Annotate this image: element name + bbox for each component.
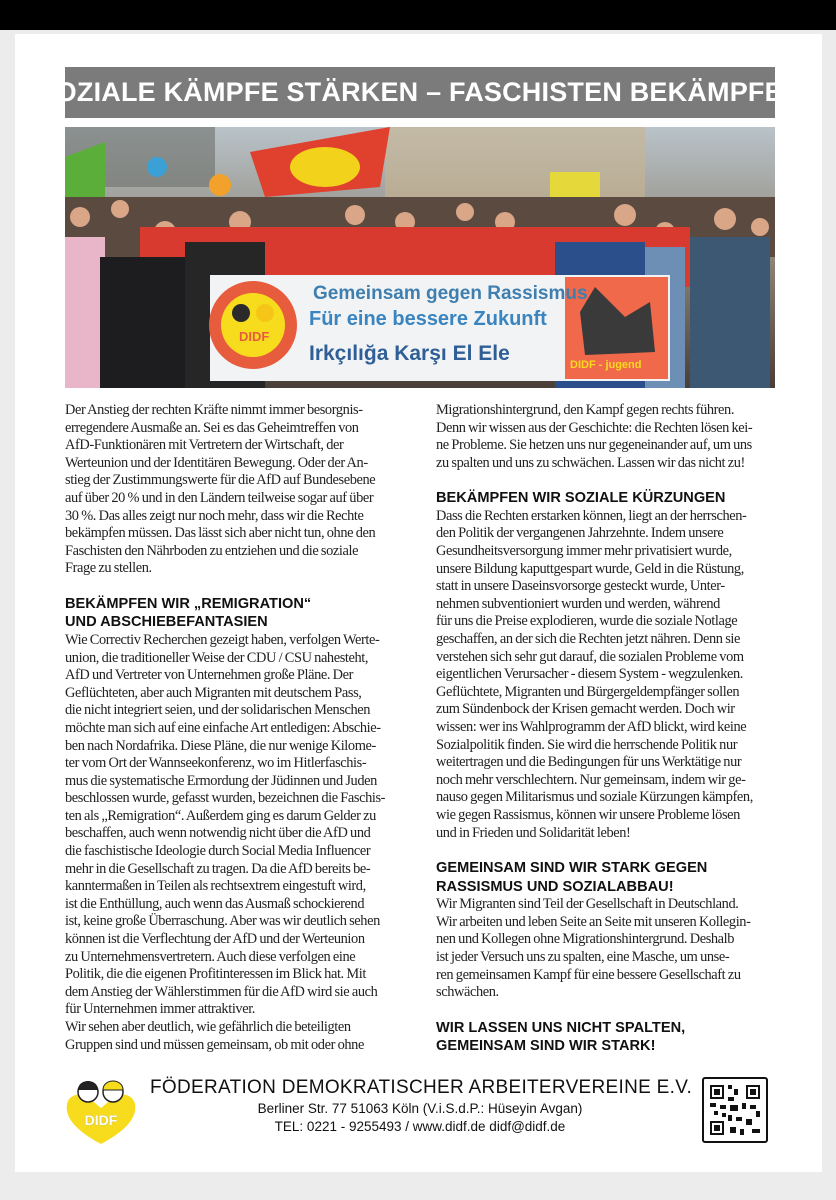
text-line: weitertragen und die Bedingungen für uns Werktätige nur xyxy=(436,754,742,771)
text-line: Der Anstieg der rechten Kräfte nimmt immer besorgnis- xyxy=(65,402,363,418)
didf-logo xyxy=(63,1074,139,1146)
text-line: AfD-Funktionären mit Vertretern der Wirtschaft, der xyxy=(65,437,344,454)
text-line: AfD und Vertreter von Unternehmen große Pläne. Der xyxy=(65,667,354,684)
remigration-paragraph xyxy=(65,632,415,1054)
organization-name: FÖDERATION DEMOKRATISCHER ARBEITERVEREINE E.V. xyxy=(150,1077,693,1098)
text-line: Geflüchtete, Migranten und Bürgergeldempfänger sollen xyxy=(436,683,740,700)
heading-line: GEMEINSAM SIND WIR STARK! xyxy=(436,1038,656,1055)
intro-paragraph xyxy=(65,402,415,578)
text-line: für Unternehmen immer attraktiver. xyxy=(65,1001,255,1018)
text-line: beschaffen, auch wenn notwendig nicht über die AfD und xyxy=(65,825,371,842)
text-line: zum Sündenbock der Krisen gemacht werden. Doch wir xyxy=(436,701,735,718)
text-line: erregendere Ausmaße an. Sei es das Geheimtreffen von xyxy=(65,419,359,436)
text-line: ten als „Remigration“. Außerdem ging es darum Gelder zu xyxy=(65,807,376,824)
gemeinsam-paragraph xyxy=(436,896,796,1002)
text-line: die faschistische Ideologie durch Social Media Influencer xyxy=(65,843,371,860)
status-bar xyxy=(0,0,836,30)
text-line: unsere Bildung kaputtgespart wurde, Geld in die Rüstung, xyxy=(436,560,744,577)
right-column xyxy=(436,402,796,1056)
text-line: die nicht integriert seien, und der solidarischen Menschen xyxy=(65,702,371,719)
text-line: schwächen. xyxy=(436,984,499,1001)
text-line: auf über 20 % und in den Ländern teilweise sogar auf über xyxy=(65,489,374,506)
closing-slogan xyxy=(436,1019,796,1056)
kuerzungen-paragraph xyxy=(436,508,796,842)
section-heading-gemeinsam xyxy=(436,859,796,896)
text-line: nen und Kollegen ohne Migrationshintergrund. Deshalb xyxy=(436,931,735,948)
text-line: wissen: wer ins Wahlprogramm der AfD blickt, wird keine xyxy=(436,719,747,735)
heading-line: UND ABSCHIEBEFANTASIEN xyxy=(65,614,268,631)
text-line: Politik, die die eigenen Profitinteressen im Blick hat. Mit xyxy=(65,966,366,983)
banner-line-1: Gemeinsam gegen Rassismus xyxy=(313,283,588,304)
banner-right-text: DIDF - jugend xyxy=(570,359,642,371)
heading-line: WIR LASSEN UNS NICHT SPALTEN, xyxy=(436,1019,686,1036)
logo-text: DIDF xyxy=(84,1112,118,1128)
text-line: ben nach Nordafrika. Diese Pläne, die nur wenige Kilome- xyxy=(65,737,376,754)
text-line: Gruppen sind und müssen gemeinsam, ob mit oder ohne xyxy=(65,1036,364,1053)
text-line: Gesundheitsversorgung immer mehr privatisiert wurde, xyxy=(436,543,732,560)
text-line: ist jeder Versuch uns zu spalten, eine Masche, um unse- xyxy=(436,948,730,965)
text-line: nehmen subventioniert wurden und werden, während xyxy=(436,595,720,612)
text-line: kanntermaßen in Teilen als rechtsextrem eingestuft wird, xyxy=(65,878,366,895)
text-line: ist die Enthüllung, auch wenn das Ausmaß schockierend xyxy=(65,895,365,912)
text-line: bekämpfen müssen. Das lässt sich aber nicht tun, ohne den xyxy=(65,525,376,542)
text-line: und in Frieden und Solidarität leben! xyxy=(436,824,631,841)
organization-address: Berliner Str. 77 51063 Köln (V.i.S.d.P.: Hüseyin Avgan) xyxy=(257,1101,583,1116)
heading-line: BEKÄMPFEN WIR SOZIALE KÜRZUNGEN xyxy=(436,490,726,507)
text-line: Wir Migranten sind Teil der Gesellschaft in Deutschland. xyxy=(436,896,739,913)
section-heading-remigration xyxy=(65,595,415,632)
heading-line: RASSISMUS UND SOZIALABBAU! xyxy=(436,878,674,895)
text-line: ter vom Ort der Wannseekonferenz, wo im Hitlerfaschis- xyxy=(65,755,367,772)
text-line: Dass die Rechten erstarken können, liegt an der herrschen- xyxy=(436,507,747,524)
text-line: können ist die Verflechtung der AfD und der Werteunion xyxy=(65,931,365,948)
text-line: 30 %. Das alles zeigt nur noch mehr, dass wir die Rechte xyxy=(65,507,364,524)
text-line: ren gemeinsamen Kampf für eine bessere Gesellschaft zu xyxy=(436,966,741,983)
heading-line: GEMEINSAM SIND WIR STARK GEGEN xyxy=(436,860,708,877)
text-line: zu Unternehmensvertretern. Auch diese verfolgen eine xyxy=(65,948,356,965)
demonstration-photo xyxy=(65,127,775,388)
text-line: Wir sehen aber deutlich, wie gefährlich die beteiligten xyxy=(65,1019,351,1035)
text-line: mehr in die Gesellschaft zu tragen. Da die AfD bereits be- xyxy=(65,860,371,877)
text-line: dem Anstieg der Wählerstimmen für die AfD wird sie auch xyxy=(65,983,378,1000)
banner-logo-text: DIDF xyxy=(239,329,270,344)
text-line: Migrationshintergrund, den Kampf gegen rechts führen. xyxy=(436,402,735,418)
text-line: Wir arbeiten und leben Seite an Seite mit unseren Kollegin- xyxy=(436,913,751,930)
text-line: union, die traditioneller Weise der CDU / CSU nahesteht, xyxy=(65,649,369,666)
text-line: wie gegen Rassismus, können wir unsere Probleme lösen xyxy=(436,806,740,823)
text-line: beschlossen wurde, gefasst wurden, bezeichnen die Faschis- xyxy=(65,790,386,807)
text-line: noch mehr verschlechtern. Nur gemeinsam, indem wir ge- xyxy=(436,771,746,788)
text-line: zu spalten und uns zu schwächen. Lassen wir das nicht zu! xyxy=(436,454,745,471)
text-line: verstehen sich sehr gut darauf, die sozialen Probleme vom xyxy=(436,648,744,665)
text-line: ist, keine große Überraschung. Aber was wir deutlich sehen xyxy=(65,913,380,930)
banner-line-2: Für eine bessere Zukunft xyxy=(309,308,547,330)
text-line: stieg der Zustimmungswerte für die AfD auf Bundesebene xyxy=(65,472,376,489)
organization-contact: TEL: 0221 - 9255493 / www.didf.de didf@didf.de xyxy=(274,1119,566,1134)
text-line: Denn wir wissen aus der Geschichte: die Rechten lösen kei- xyxy=(436,419,753,436)
text-line: möchte man sich auf eine einfache Art entledigen: Abschie- xyxy=(65,719,381,736)
text-line: Wie Correctiv Recherchen gezeigt haben, verfolgen Werte- xyxy=(65,631,380,648)
qr-code[interactable] xyxy=(702,1077,768,1143)
text-line: mus die systematische Ermordung der Jüdinnen und Juden xyxy=(65,772,377,789)
text-line: Sozialpolitik finden. Sie wird die herrschende Politik nur xyxy=(436,736,738,753)
text-line: Werteunion und der Identitären Bewegung. Oder der An- xyxy=(65,454,368,471)
heading-line: BEKÄMPFEN WIR „REMIGRATION“ xyxy=(65,595,312,612)
text-line: eigentlichen Verursacher - diesem System - wegzulenken. xyxy=(436,666,743,683)
flyer-title: SOZIALE KÄMPFE STÄRKEN – FASCHISTEN BEKÄMPFEN xyxy=(65,67,775,118)
left-column xyxy=(65,402,415,1054)
text-line: ne Probleme. Sie hetzen uns nur gegeneinander auf, um uns xyxy=(436,437,752,454)
text-line: statt in unsere Daseinsvorsorge gesteckt wurde, Unter- xyxy=(436,578,725,595)
continuation-paragraph xyxy=(436,402,796,472)
text-line: für uns die Preise explodieren, wurde die soziale Notlage xyxy=(436,613,738,630)
text-line: geschaffen, an der sich die Rechten jetzt nähren. Denn sie xyxy=(436,631,740,648)
text-line: Faschisten den Nährboden zu entziehen und die soziale xyxy=(65,542,359,559)
text-line: Geflüchteten, aber auch Migranten mit deutschem Pass, xyxy=(65,684,362,701)
text-line: nauso gegen Militarismus und soziale Kürzungen kämpfen, xyxy=(436,789,753,806)
section-heading-kuerzungen xyxy=(436,489,796,508)
banner-line-3: Irkçılığa Karşı El Ele xyxy=(309,342,510,365)
text-line: den Politik der vergangenen Jahrzehnte. Indem unsere xyxy=(436,525,724,542)
text-line: Frage zu stellen. xyxy=(65,560,152,577)
